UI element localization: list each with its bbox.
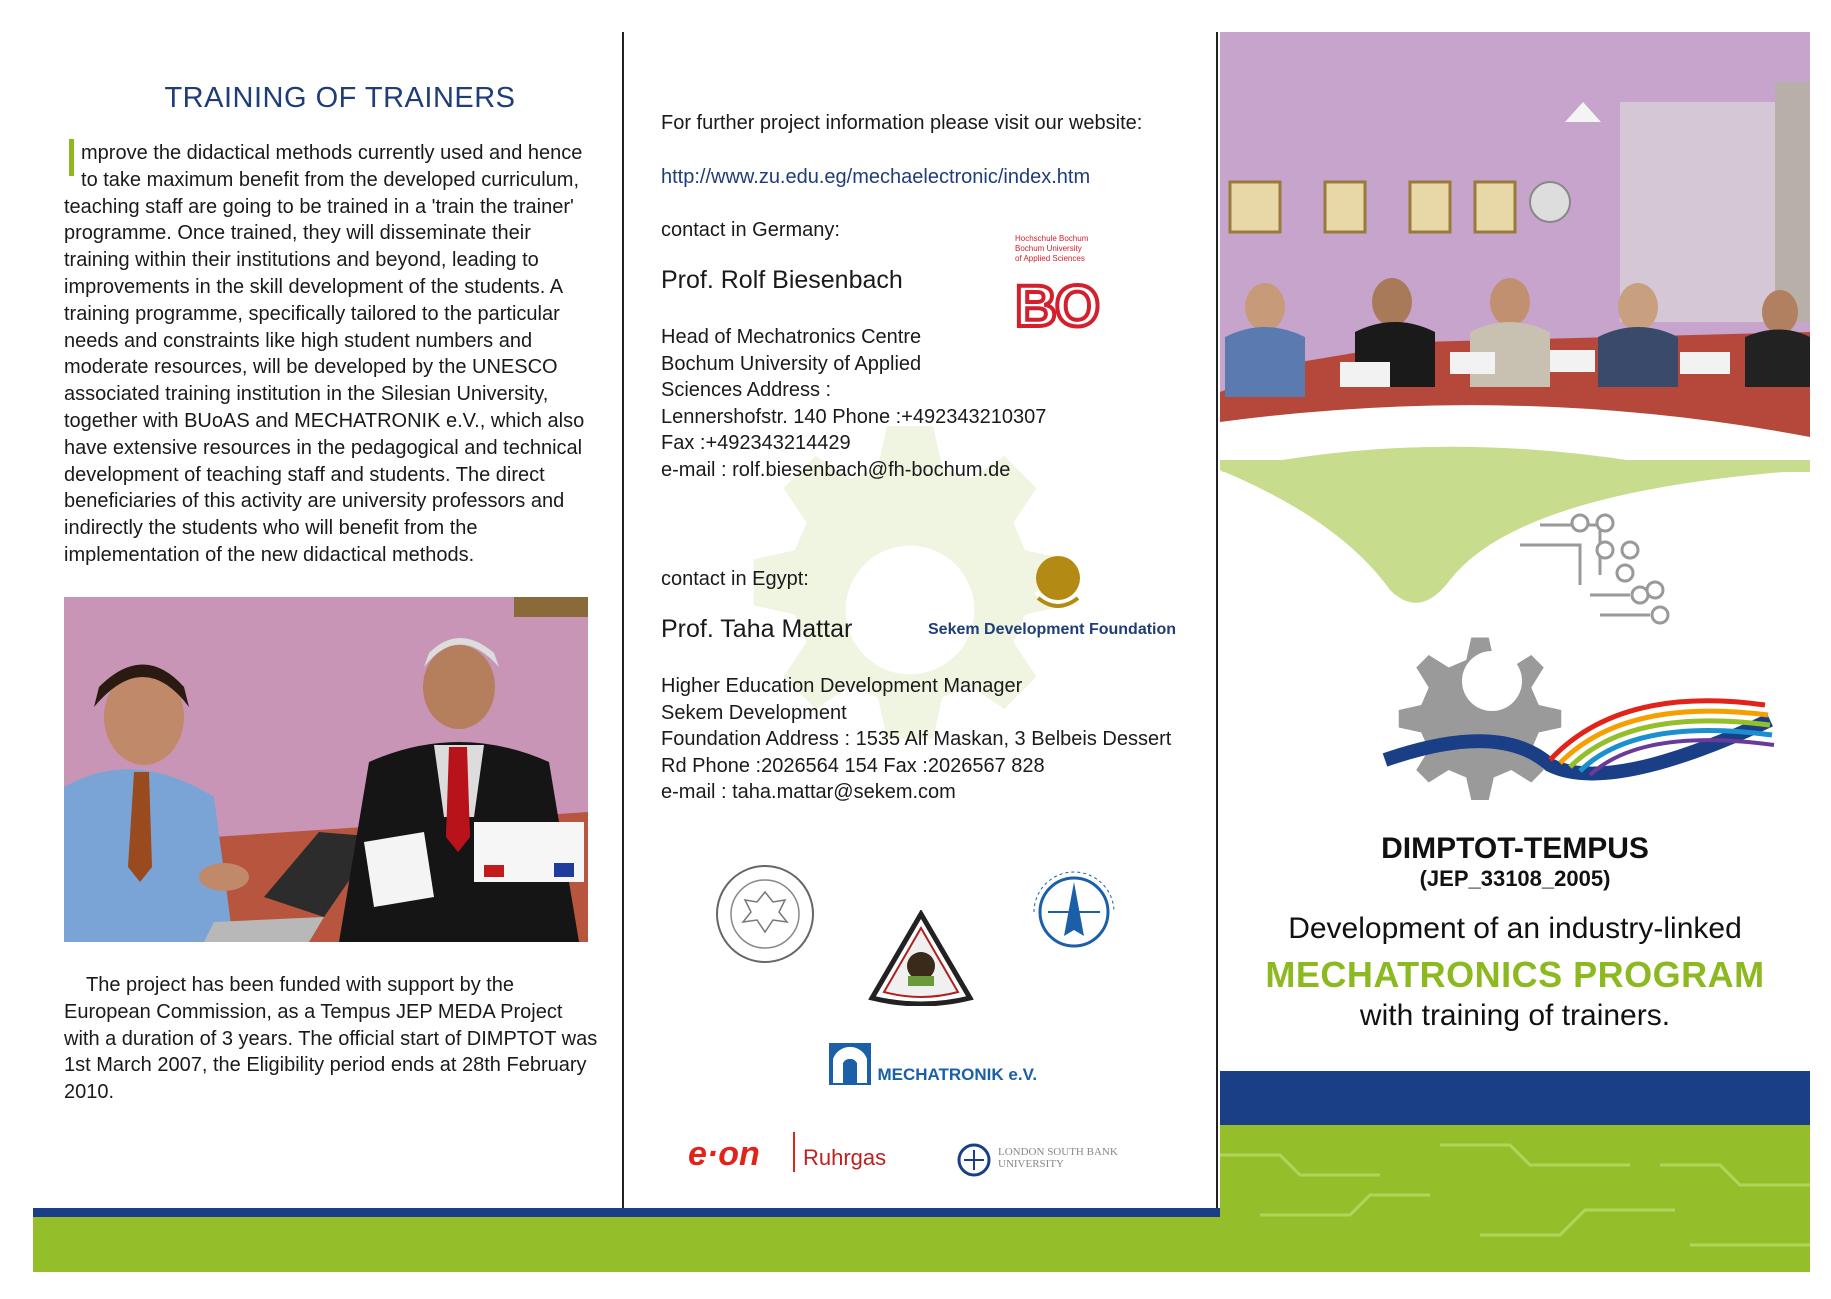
contact-egypt-line: Foundation Address : 1535 Alf Maskan, 3 Belbeis Dessert xyxy=(661,728,1172,750)
panel-divider-left xyxy=(622,32,624,1272)
contact-germany-name: Prof. Rolf Biesenbach xyxy=(661,266,903,294)
program-title: DIMPTOT-TEMPUS xyxy=(1381,832,1649,865)
website-link[interactable]: http://www.zu.edu.eg/mechaelectronic/index.htm xyxy=(661,166,1091,188)
lsbu-logo-line: UNIVERSITY xyxy=(998,1158,1064,1170)
lsbu-logo-line: LONDON SOUTH BANK xyxy=(998,1146,1118,1158)
bochum-logo-line: of Applied Sciences xyxy=(1015,254,1085,263)
sekem-logo-icon xyxy=(1030,554,1086,610)
training-description xyxy=(64,128,596,569)
program-code: (JEP_33108_2005) xyxy=(1419,866,1611,891)
circuit-pattern xyxy=(1220,1125,1810,1272)
contact-germany-label: contact in Germany: xyxy=(661,219,840,241)
lsbu-logo-text xyxy=(998,1146,1118,1170)
contact-germany-line: Lennershofstr. 140 Phone :+492343210307 xyxy=(661,405,1047,428)
mechatronik-logo-text: MECHATRONIK e.V. xyxy=(877,1065,1038,1084)
contact-germany-line: Sciences Address : xyxy=(661,379,832,401)
higher-technological-institute-logo-icon xyxy=(1018,856,1130,968)
contact-egypt-name: Prof. Taha Mattar xyxy=(661,615,853,643)
training-text: mprove the didactical methods currently used and hence to take maximum benefit from the developed curriculum, teaching staff are going to be trained in a 'train the trainer' programme. Once trained, they will disseminate their training within their institutions and beyond, leading to improvements in the skill development of the students. A training programme, specifically tailored to the particular needs and constraints like high student numbers and moderate resources, will be developed by the UNESCO associated training institution in the Silesian University, together with BUoAS and MECHATRONIK e.V., which also have extensive resources in the pedagogical and technical development of teaching staff and students. The direct beneficiaries of this activity are university professors and indirectly the students who will benefit from the implementation of the new didactical methods. xyxy=(64,142,585,566)
panel-divider-right xyxy=(1216,32,1218,1272)
bochum-logo xyxy=(1015,234,1115,339)
eon-divider xyxy=(793,1132,795,1172)
contact-egypt-label: contact in Egypt: xyxy=(661,568,809,590)
zagazig-university-logo-icon xyxy=(868,910,974,1006)
bottom-navy-stripe xyxy=(33,1208,1220,1217)
bochum-logo-mark: BO xyxy=(1015,274,1098,339)
contact-germany-line: Fax :+492343214429 xyxy=(661,432,851,454)
contact-egypt-line: Higher Education Development Manager xyxy=(661,675,1023,697)
tagline-line-1: Development of an industry-linked xyxy=(1288,912,1742,945)
bochum-logo-line: Bochum University xyxy=(1015,244,1082,253)
mechatronik-logo xyxy=(829,1043,1037,1085)
tagline-line-3: with training of trainers. xyxy=(1359,999,1671,1032)
drop-cap: I xyxy=(64,128,80,188)
lsbu-logo-icon xyxy=(956,1142,992,1178)
bochum-logo-line: Hochschule Bochum xyxy=(1015,234,1089,243)
contact-egypt-line: Rd Phone :2026564 154 Fax :2026567 828 xyxy=(661,754,1045,777)
politechnika-slaska-logo-icon xyxy=(713,862,817,966)
contact-germany-line: Head of Mechatronics Centre xyxy=(661,326,922,348)
dimptot-logo-icon xyxy=(1380,505,1780,825)
training-title: TRAINING OF TRAINERS xyxy=(164,82,516,114)
ruhrgas-logo: Ruhrgas xyxy=(803,1145,887,1170)
contact-germany-details xyxy=(661,324,1046,483)
contact-germany-line: Bochum University of Applied xyxy=(661,352,922,375)
bottom-green-band xyxy=(33,1217,1220,1272)
funding-text: The project has been funded with support by the European Commission, as a Tempus JEP MEDA Project with a duration of 3 years. The official start of DIMPTOT was 1st March 2007, the Eligibility period ends at 28th February 2010. xyxy=(64,974,598,1104)
contact-germany-email[interactable]: e-mail : rolf.biesenbach@fh-bochum.de xyxy=(661,458,1011,481)
mechatronik-logo-icon xyxy=(829,1043,871,1085)
right-navy-band xyxy=(1220,1071,1810,1125)
conference-photo xyxy=(1220,32,1810,472)
sekem-logo-text: Sekem Development Foundation xyxy=(928,621,1177,638)
website-intro: For further project information please visit our website: xyxy=(661,112,1143,134)
tagline-program-name: MECHATRONICS PROGRAM xyxy=(1265,954,1765,995)
contact-egypt-details xyxy=(661,673,1171,806)
contact-egypt-email[interactable]: e-mail : taha.mattar@sekem.com xyxy=(661,781,956,803)
contact-egypt-line: Sekem Development xyxy=(661,701,847,724)
eon-logo: e·on xyxy=(688,1135,760,1173)
meeting-photo xyxy=(64,597,588,942)
